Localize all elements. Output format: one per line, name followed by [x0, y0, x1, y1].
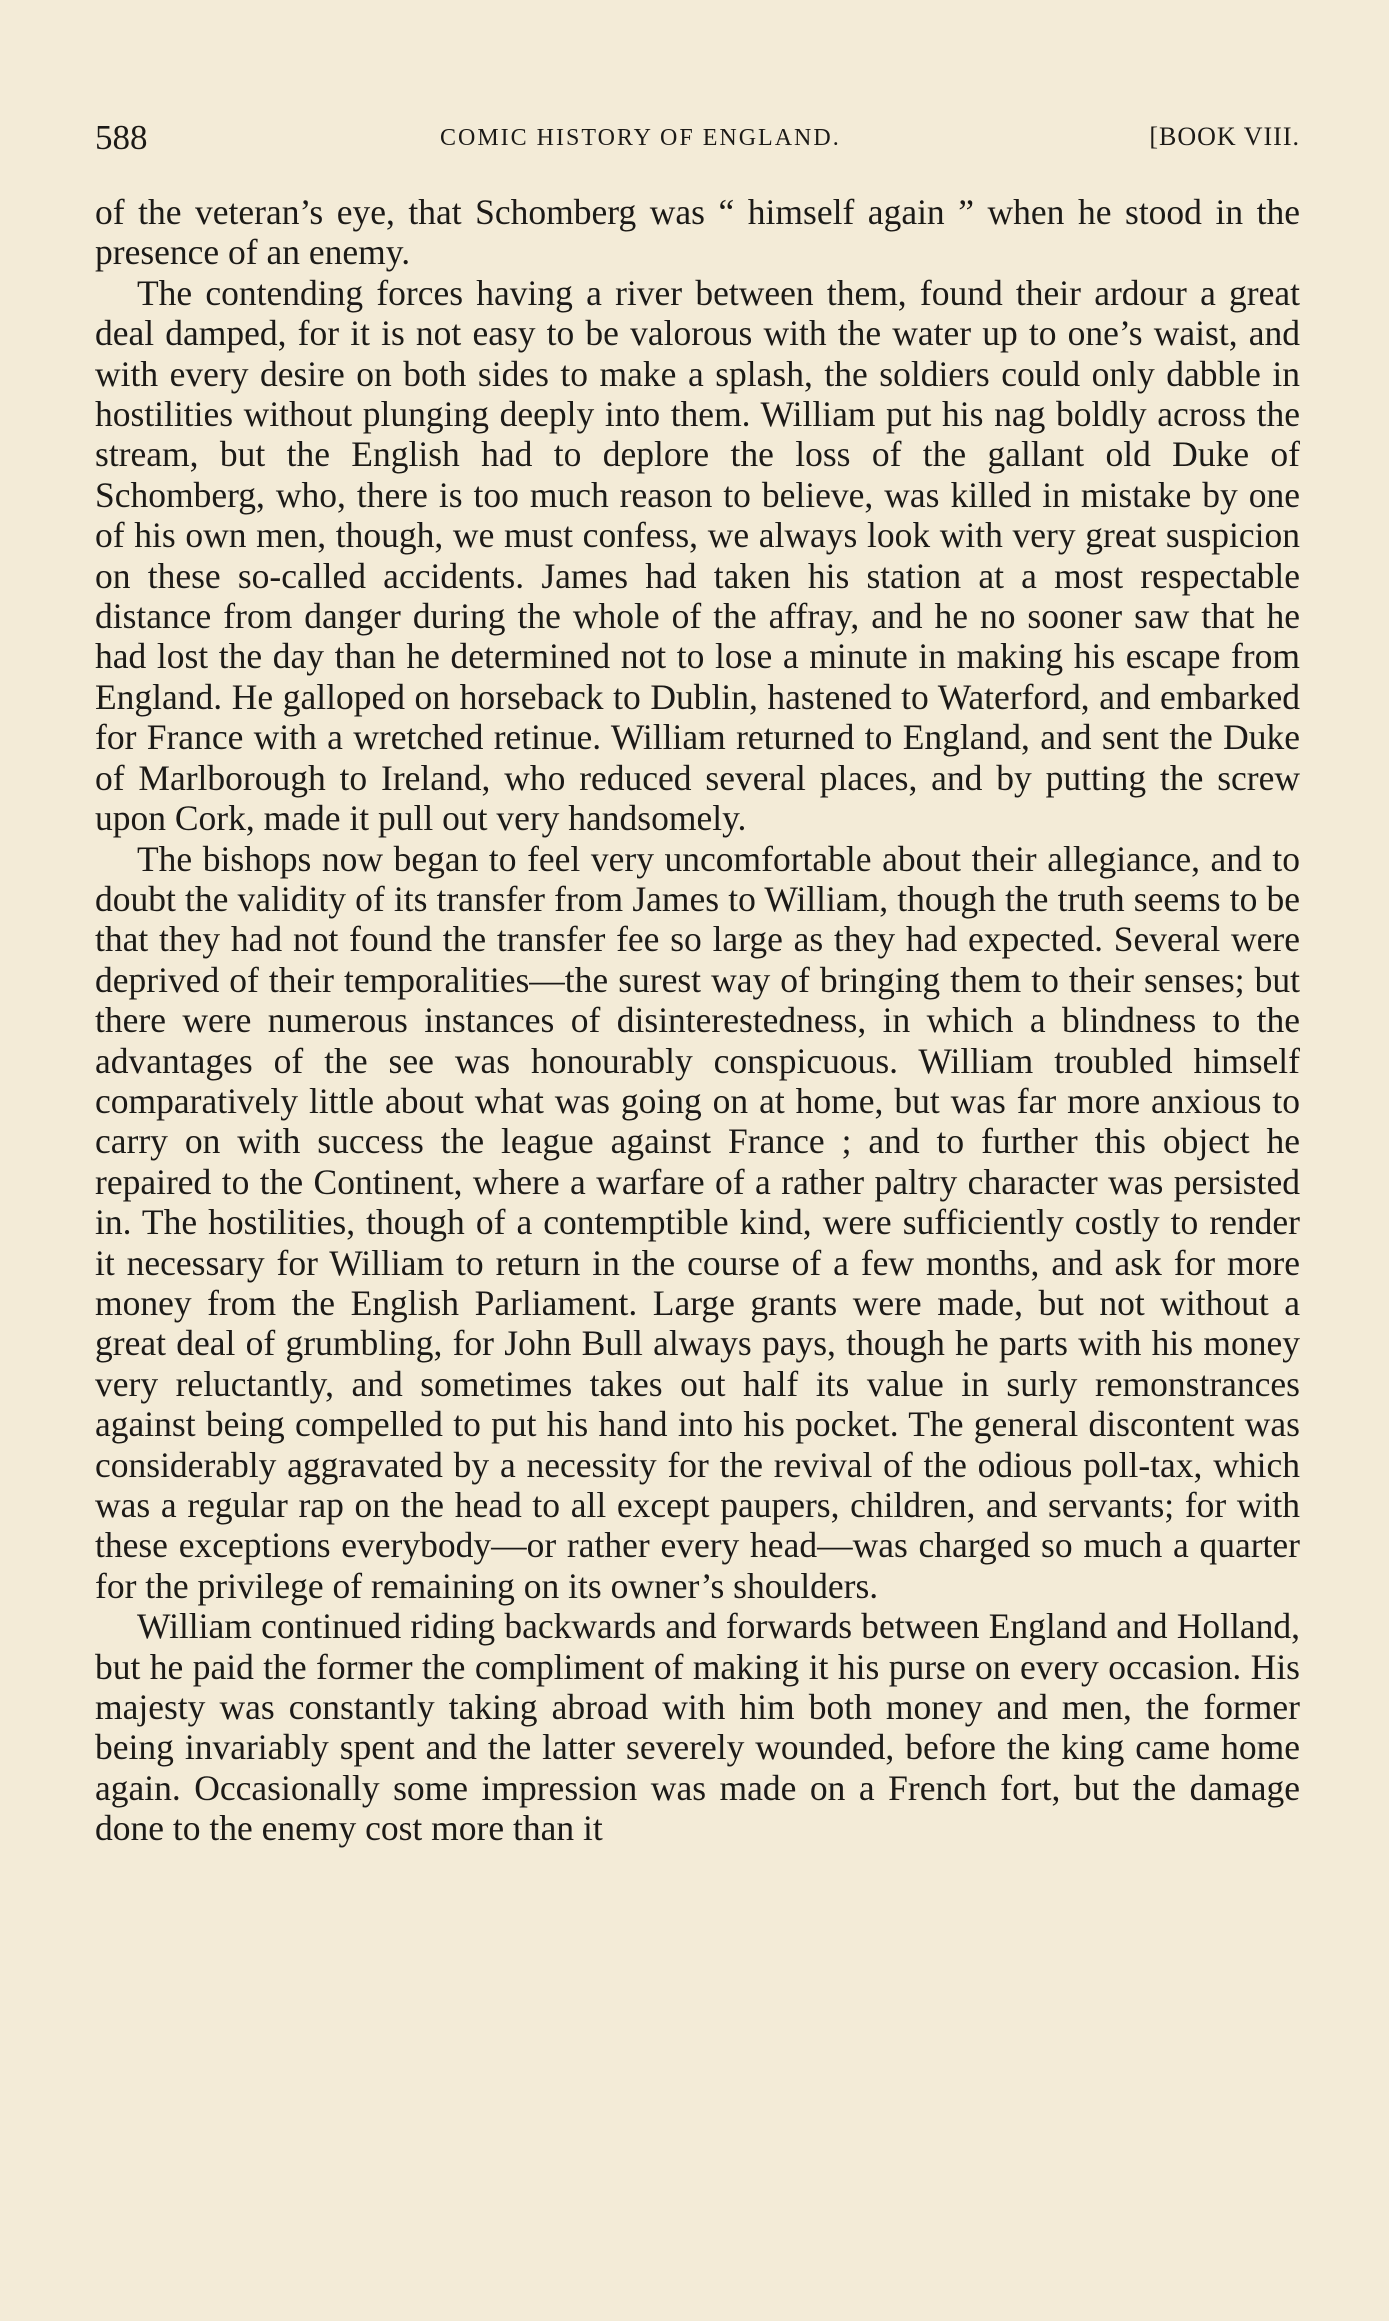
page-header [95, 118, 1300, 158]
page-number: 588 [95, 118, 148, 157]
paragraph-william-travels: William continued riding backwards and forwards between England and Holland, but he paid the former the compliment of making it his purse on every occasion. His majesty was constantly taking abroad with him both money and men, the former being invariably spent and the latter severely wounded, before the king came home again. Occasionally some impression was made on a French fort, but the damage done to the enemy cost more than it [95, 1606, 1300, 1849]
paragraph-bishops: The bishops now began to feel very uncomfortable about their allegiance, and to doubt the validity of its transfer from James to William, though the truth seems to be that they had not found the transfer fee so large as they had expected. Several were deprived of their temporalities—the surest way of bringing them to their senses; but there were numerous instances of disinterestedness, in which a blindness to the advantages of the see was honourably conspicuous. William troubled himself comparatively little about what was going on at home, but was far more anxious to carry on with success the league against France ; and to further this object he repaired to the Continent, where a warfare of a rather paltry character was persisted in. The hostilities, though of a contemptible kind, were sufficiently costly to render it necessary for William to return in the course of a few months, and ask for more money from the English Parliament. Large grants were made, but not without a great deal of grumbling, for John Bull always pays, though he parts with his money very reluctantly, and sometimes takes out half its value in surly remonstrances against being compelled to put his hand into his pocket. The general discontent was considerably aggravated by a necessity for the revival of the odious poll-tax, which was a regular rap on the head to all except paupers, children, and servants; for with these exceptions everybody—or rather every head—was charged so much a quarter for the privilege of remaining on its owner’s shoulders. [95, 838, 1300, 1606]
body-text [95, 192, 1300, 1849]
paragraph-battle-of-the-boyne: The contending forces having a river between them, found their ardour a great deal damped, for it is not easy to be valorous with the water up to one’s waist, and with every desire on both sides to make a splash, the soldiers could only dabble in hostilities without plunging deeply into them. William put his nag boldly across the stream, but the English had to deplore the loss of the gallant old Duke of Schomberg, who, there is too much reason to believe, was killed in mistake by one of his own men, though, we must confess, we always look with very great suspicion on these so-called accidents. James had taken his station at a most respectable distance from danger during the whole of the affray, and he no sooner saw that he had lost the day than he determined not to lose a minute in making his escape from England. He galloped on horseback to Dublin, hastened to Waterford, and embarked for France with a wretched retinue. William returned to England, and sent the Duke of Marlborough to Ireland, who reduced several places, and by putting the screw upon Cork, made it pull out very handsomely. [95, 272, 1300, 839]
running-title: COMIC HISTORY OF ENGLAND. [440, 125, 841, 151]
book-reference: [BOOK VIII. [1149, 122, 1300, 151]
paragraph-continued: of the veteran’s eye, that Schomberg was “ himself again ” when he stood in the presence of an enemy. [95, 192, 1300, 273]
